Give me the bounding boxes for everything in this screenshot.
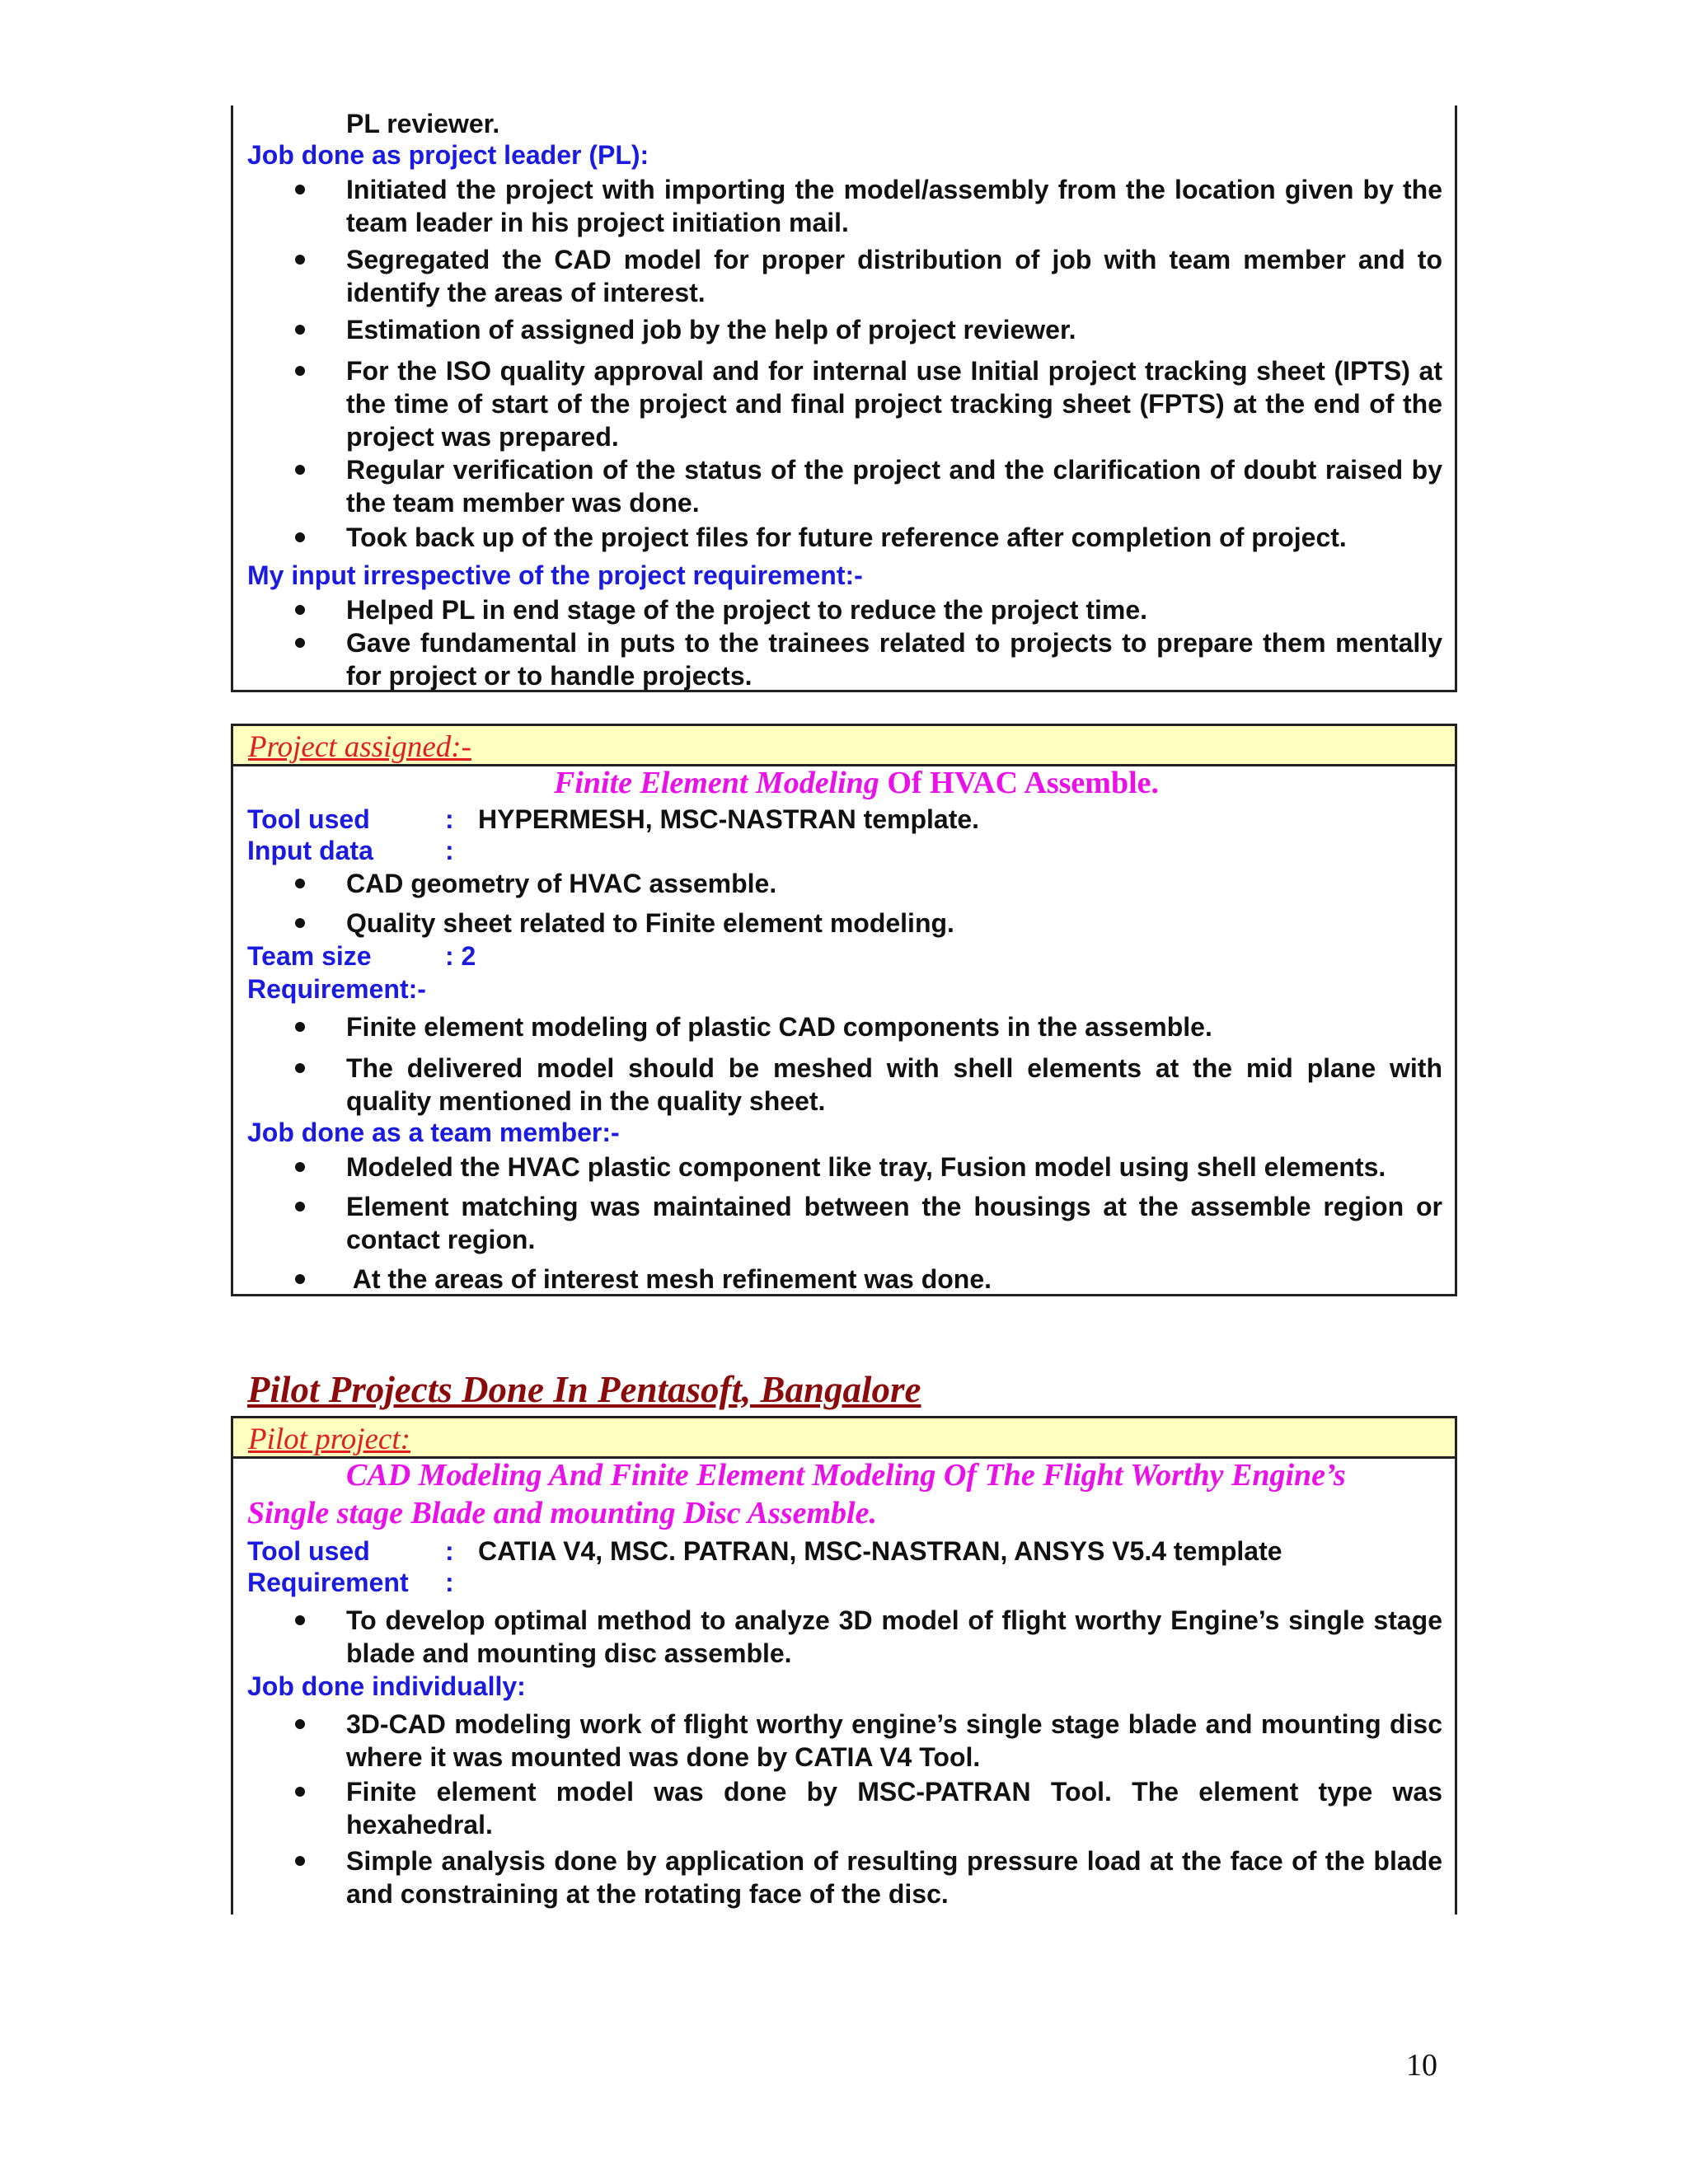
bullet-icon (295, 605, 305, 615)
bullet-icon (295, 1856, 305, 1866)
requirement-heading: Requirement:- (247, 974, 426, 1004)
pilot-projects-heading: Pilot Projects Done In Pentasoft, Bangalore (247, 1369, 921, 1410)
bullet-icon (295, 1063, 305, 1073)
carry-line: PL reviewer. (346, 109, 500, 138)
project-band (233, 726, 1455, 766)
input-bullet: Gave fundamental in puts to the trainees related to projects to prepare them mentally for project or to handle projects. (346, 628, 1442, 691)
hvac-title-italic: Finite Element Modeling (554, 766, 879, 800)
team-member-bullet: At the areas of interest mesh refinement was done. (346, 1264, 992, 1294)
pilot-requirement-label: Requirement (247, 1568, 409, 1597)
pilot-project-label: Pilot project: (248, 1422, 410, 1456)
bullet-icon (295, 638, 305, 648)
hvac-title (554, 766, 1159, 799)
project-assigned-label: Project assigned:- (248, 730, 471, 764)
bullet-icon (295, 879, 305, 888)
hvac-title-upright: Of HVAC Assemble. (879, 766, 1160, 800)
team-size-value: : 2 (445, 941, 476, 971)
pilot-tool-value: CATIA V4, MSC. PATRAN, MSC-NASTRAN, ANSYS V5.4 template (478, 1536, 1282, 1566)
tool-value: HYPERMESH, MSC-NASTRAN template. (478, 804, 980, 834)
input-data-colon: : (445, 836, 454, 865)
bullet-icon (295, 1022, 305, 1032)
pilot-title-line1: CAD Modeling And Finite Element Modeling Of The Flight Worthy Engine’s (346, 1458, 1346, 1493)
pl-heading: Job done as project leader (PL): (247, 140, 649, 170)
pilot-tool-colon: : (445, 1536, 454, 1566)
bullet-icon (295, 465, 305, 475)
pilot-title-line2: Single stage Blade and mounting Disc Assemble. (247, 1496, 877, 1530)
tool-colon: : (445, 804, 454, 834)
requirement-bullet: The delivered model should be meshed with shell elements at the mid plane with quality mentioned in the quality sheet. (346, 1053, 1442, 1116)
pl-bullet: Took back up of the project files for future reference after completion of project. (346, 523, 1347, 552)
bullet-icon (295, 1719, 305, 1729)
input-data-label: Input data (247, 836, 373, 865)
pilot-requirement-bullet: To develop optimal method to analyze 3D model of flight worthy Engine’s single stage blade and mounting disc assemble. (346, 1605, 1442, 1668)
pilot-tool-label: Tool used (247, 1536, 370, 1566)
bullet-icon (295, 366, 305, 376)
bullet-icon (295, 1202, 305, 1212)
team-size-label: Team size (247, 941, 372, 971)
job-individually-heading: Job done individually: (247, 1671, 526, 1701)
pilot-band (233, 1418, 1455, 1459)
job-individually-bullet: 3D-CAD modeling work of flight worthy engine’s single stage blade and mounting disc where it was mounted was done by CATIA V4 Tool. (346, 1709, 1442, 1772)
bullet-icon (295, 1162, 305, 1172)
pl-bullet: Estimation of assigned job by the help of project reviewer. (346, 315, 1076, 344)
pl-bullet: For the ISO quality approval and for internal use Initial project tracking sheet (IPTS) at the time of start of the project and final project tracking sheet (FPTS) at the end of the project was prepared. (346, 356, 1442, 452)
job-individually-bullet: Finite element model was done by MSC-PATRAN Tool. The element type was hexahedral. (346, 1777, 1442, 1840)
input-heading: My input irrespective of the project requirement:- (247, 560, 863, 590)
input-bullet: Helped PL in end stage of the project to reduce the project time. (346, 595, 1148, 625)
bullet-icon (295, 255, 305, 265)
bullet-icon (295, 325, 305, 335)
input-data-bullet: CAD geometry of HVAC assemble. (346, 869, 777, 898)
pl-bullet: Regular verification of the status of the project and the clarification of doubt raised by the team member was done. (346, 455, 1442, 518)
pl-bullet: Segregated the CAD model for proper distribution of job with team member and to identify the areas of interest. (346, 245, 1442, 307)
tool-label: Tool used (247, 804, 370, 834)
bullet-icon (295, 918, 305, 928)
pilot-requirement-colon: : (445, 1568, 454, 1597)
bullet-icon (295, 1787, 305, 1797)
page-number: 10 (1406, 2048, 1437, 2083)
input-data-bullet: Quality sheet related to Finite element modeling. (346, 908, 954, 938)
job-individually-bullet: Simple analysis done by application of resulting pressure load at the face of the blade and constraining at the rotating face of the disc. (346, 1846, 1442, 1909)
team-member-bullet: Modeled the HVAC plastic component like tray, Fusion model using shell elements. (346, 1152, 1386, 1182)
bullet-icon (295, 185, 305, 194)
bullet-icon (295, 1615, 305, 1625)
team-member-heading: Job done as a team member:- (247, 1118, 620, 1147)
pl-bullet: Initiated the project with importing the model/assembly from the location given by the team leader in his project initiation mail. (346, 175, 1442, 237)
requirement-bullet: Finite element modeling of plastic CAD components in the assemble. (346, 1012, 1212, 1042)
bullet-icon (295, 532, 305, 542)
bullet-icon (295, 1274, 305, 1284)
team-member-bullet: Element matching was maintained between the housings at the assemble region or contact region. (346, 1192, 1442, 1254)
